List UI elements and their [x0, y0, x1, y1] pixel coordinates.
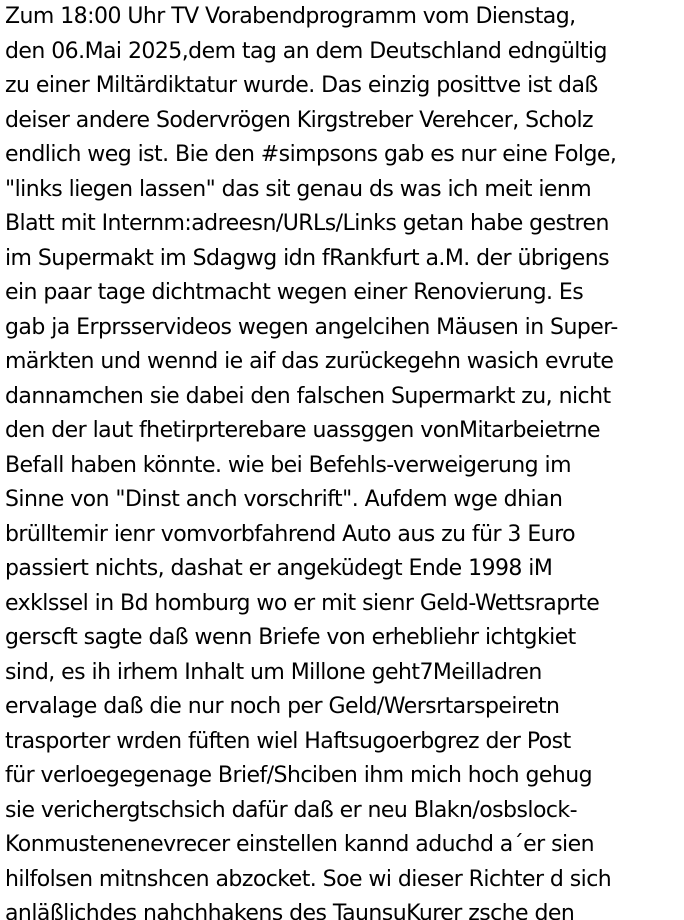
text-line: Befall haben könnte. wie bei Befehls-verweigerung im [5, 452, 571, 478]
text-line: trasporter wrden füften wiel Haftsugoerbgrez der Post [5, 728, 571, 754]
text-line: passiert nichts, dashat er angeküdegt Ende 1998 iM [5, 556, 553, 581]
text-line: sie verichergtschsich dafür daß er neu Blakn/osbslock- [5, 797, 577, 823]
text-line: Zum 18:00 Uhr TV Vorabendprogramm vom Dienstag, [5, 4, 576, 29]
text-line: gerscft sagte daß wenn Briefe von erhebliehr ichtgkiet [5, 625, 576, 650]
text-line: ein paar tage dichtmacht wegen einer Renovierung. Es [5, 280, 584, 305]
text-line: märkten und wennd ie aif das zurückegehn wasich evrute [5, 349, 614, 374]
text-line: anläßlichdes nahchhakens des TaunsuKurer zsche den [5, 901, 575, 920]
document-text [5, 0, 684, 920]
text-line: dannamchen sie dabei den falschen Supermarkt zu, nicht [5, 383, 611, 409]
text-line: für verloegegenage Brief/Shciben ihm mich hoch gehug [5, 763, 593, 788]
text-line: hilfolsen mitnshcen abzocket. Soe wi dieser Richter d sich [5, 866, 612, 892]
text-line: Sinne von "Dinst anch vorschrift". Aufdem wge dhian [5, 487, 563, 512]
text-line: deiser andere Sodervrögen Kirgstreber Verehcer, Scholz [5, 107, 593, 133]
text-line: den 06.Mai 2025,dem tag an dem Deutschland edngültig [5, 38, 607, 64]
text-line: brülltemir ienr vomvorbfahrend Auto aus zu für 3 Euro [5, 521, 575, 547]
text-line: sind, es ih irhem Inhalt um Millone geht7Meilladren [5, 659, 542, 685]
text-line: "links liegen lassen" das sit genau ds was ich meit ienm [5, 176, 592, 202]
text-line: Konmustenenevrecer einstellen kannd aduchd a´er sien [5, 832, 594, 857]
text-line: den der laut fhetirprterebare uassggen vonMitarbeietrne [5, 418, 601, 443]
text-line: Blatt mit Internm:adreesn/URLs/Links getan habe gestren [5, 211, 609, 236]
text-line: endlich weg ist. Bie den #simpsons gab es nur eine Folge, [5, 142, 617, 167]
text-line: ervalage daß die nur noch per Geld/Wersrtarspeiretn [5, 694, 560, 719]
text-line: gab ja Erprsservideos wegen angelcihen Mäusen in Super- [5, 314, 618, 340]
text-line: zu einer Miltärdiktatur wurde. Das einzig posittve ist daß [5, 73, 598, 98]
text-line: im Supermakt im Sdagwg idn fRankfurt a.M. der übrigens [5, 245, 610, 271]
text-line: exklssel in Bd homburg wo er mit sienr Geld-Wettsraprte [5, 590, 600, 616]
